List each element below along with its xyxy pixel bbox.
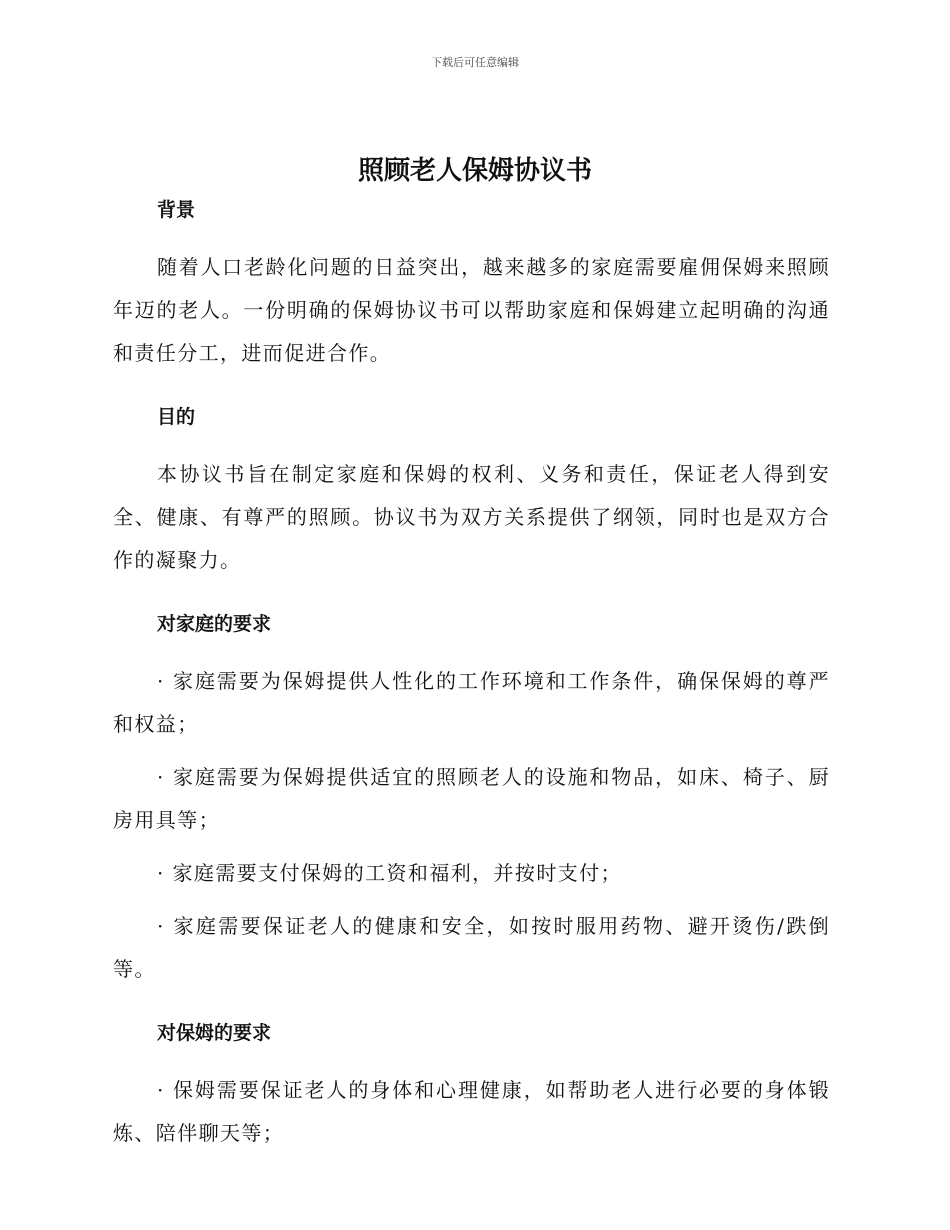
list-item-family-2: · 家庭需要为保姆提供适宜的照顾老人的设施和物品，如床、椅子、厨房用具等； <box>113 765 830 832</box>
section-heading-family-requirements: 对家庭的要求 <box>157 613 272 635</box>
page-header-note: 下载后可任意编辑 <box>431 56 519 69</box>
paragraph-purpose: 本协议书旨在制定家庭和保姆的权利、义务和责任，保证老人得到安全、健康、有尊严的照顾。协议书为双方关系提供了纲领，同时也是双方合作的凝聚力。 <box>113 462 830 572</box>
paragraph-background: 随着人口老龄化问题的日益突出，越来越多的家庭需要雇佣保姆来照顾年迈的老人。一份明确的保姆协议书可以帮助家庭和保姆建立起明确的沟通和责任分工，进而促进合作。 <box>113 255 830 365</box>
section-heading-nanny-requirements: 对保姆的要求 <box>157 1022 272 1044</box>
document-body <box>113 196 830 1155</box>
section-heading-background: 背景 <box>157 199 196 221</box>
section-heading-purpose: 目的 <box>157 406 196 428</box>
document-title: 照顾老人保姆协议书 <box>357 156 592 186</box>
list-item-nanny-1: · 保姆需要保证老人的身体和心理健康，如帮助老人进行必要的身体锻炼、陪伴聊天等； <box>113 1078 830 1145</box>
list-item-family-4: · 家庭需要保证老人的健康和安全，如按时服用药物、避开烫伤/跌倒等。 <box>113 914 830 981</box>
list-item-family-3: · 家庭需要支付保姆的工资和福利，并按时支付； <box>157 861 622 885</box>
list-item-family-1: · 家庭需要为保姆提供人性化的工作环境和工作条件，确保保姆的尊严和权益； <box>113 669 830 736</box>
